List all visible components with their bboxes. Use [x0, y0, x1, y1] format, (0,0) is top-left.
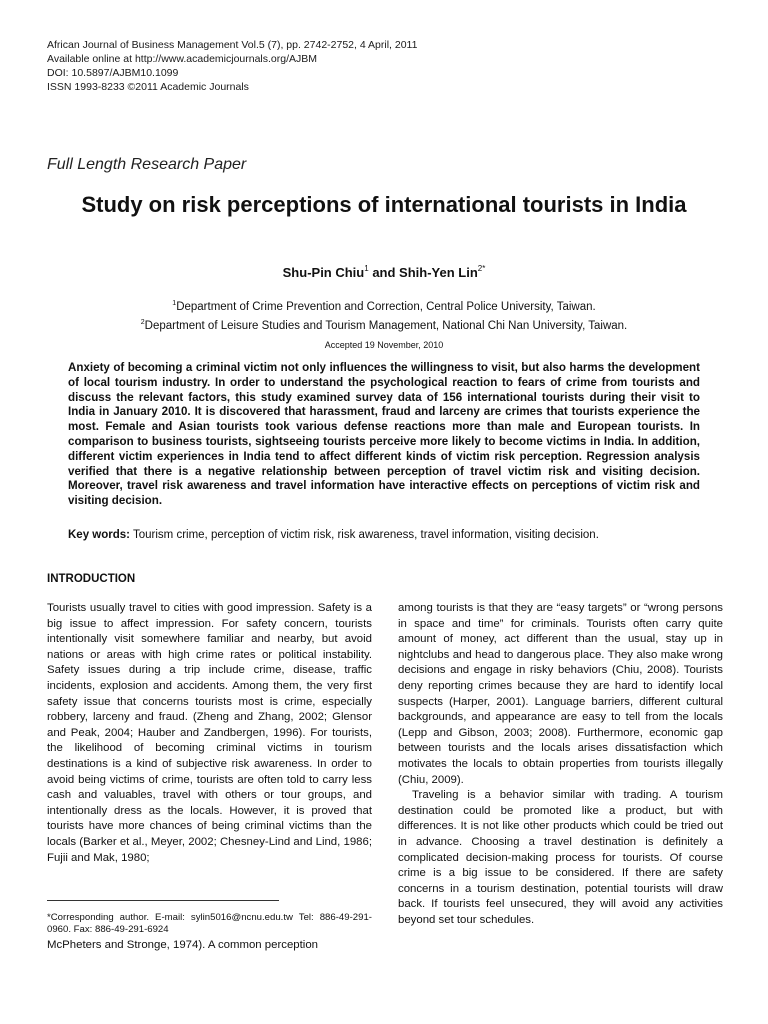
- affiliation-1: [0, 296, 768, 315]
- author-2-affil-mark: 2*: [477, 264, 486, 273]
- journal-doi: DOI: 10.5897/AJBM10.1099: [47, 67, 179, 79]
- keywords-label: Key words:: [68, 529, 130, 541]
- paper-type: Full Length Research Paper: [47, 156, 247, 173]
- intro-paragraph-2: among tourists is that they are “easy targets” or “wrong persons in space and time” for criminals. Tourists often carry quite amount of money, act different than the usual, stay up in nightclubs and head to dangerous place. They also make wrong decisions and engage in risky behaviors (Chiu, 2008). Tourists deny reporting crimes because they are hard to identify local suspects (Harper, 2001). Language barriers, different cultural backgrounds, and appearance are easy to tell from the locals (Lepp and Gibson, 2003; 2008). Furthermore, economic gap between tourists and the locals arises dissatisfaction which motivates the locals to obtain properties from tourists illegally (Chiu, 2009).: [398, 602, 723, 786]
- keywords-text: Tourism crime, perception of victim risk, risk awareness, travel information, visiting decision.: [130, 529, 599, 541]
- affiliation-1-text: Department of Crime Prevention and Correction, Central Police University, Taiwan.: [176, 301, 596, 313]
- introduction-heading: INTRODUCTION: [47, 573, 136, 585]
- footnote-divider: [47, 900, 279, 901]
- accepted-date: Accepted 19 November, 2010: [324, 340, 444, 350]
- intro-paragraph-1: Tourists usually travel to cities with good impression. Safety is a big issue to affect impression. For safety concern, tourists intentionally visit somewhere familiar and nearby, but avoid nations or areas with high crime rates or political instability. Safety issues during a trip include crime, disease, traffic incidents, explosion and accidents. Among them, the very first safety issue that concerns tourists most is crime, especially robbery, larceny and fraud. (Zheng and Zhang, 2002; Glensor and Peak, 2004; Hauber and Zandbergen, 1996). For tourists, the likelihood of becoming criminal victims in tourism destinations is a kind of subjective risk awareness. In order to avoid being victims of crime, tourists are often told to carry less cash and valuables, travel with others or tour groups, and intentionally dress as the locals. However, it is proved that tourists have more chances of being criminal victims than the locals (Barker et al., Meyer, 2002; Chesney-Lind and Lind, 1986; Fujii and Mak, 1980;: [47, 602, 372, 864]
- author-1-affil-mark: 1: [364, 264, 369, 273]
- right-column: [398, 601, 723, 928]
- left-column: [47, 601, 372, 866]
- journal-issn: ISSN 1993-8233 ©2011 Academic Journals: [47, 81, 249, 93]
- abstract: Anxiety of becoming a criminal victim not only influences the willingness to visit, but also harms the development of local tourism industry. In order to understand the psychological reaction to fears of crime from tourists and discuss the relevant factors, this study examined survey data of 156 international tourists during their visit to India in January 2010. It is discovered that harassment, fraud and larceny are crimes that tourists experience the most. Female and Asian tourists took various defense reactions more than male and European tourists. In comparison to business tourists, sightseeing tourists perceive more likely to become victims in India. In addition, different victim experiences in India tend to affect different kinds of victim risk perception. Regression analysis verified that there is a negative relationship between perception of travel victim risk and visiting decision. Moreover, travel risk awareness and travel information have interactive effects on perceptions of victim risk and visiting decision.: [68, 361, 700, 508]
- journal-url: Available online at http://www.academicjournals.org/AJBM: [47, 53, 318, 65]
- affiliation-2: [0, 315, 768, 334]
- left-column-continuation: McPheters and Stronge, 1974). A common perception: [47, 939, 318, 951]
- author-1: Shu-Pin Chiu: [282, 265, 365, 280]
- affiliation-2-mark: 2: [140, 319, 145, 326]
- affiliation-2-text: Department of Leisure Studies and Tourism Management, National Chi Nan University, Taiwan.: [144, 320, 628, 332]
- keywords: [68, 528, 708, 543]
- paper-title: Study on risk perceptions of international tourists in India: [81, 192, 687, 217]
- affiliation-1-mark: 1: [172, 300, 177, 307]
- journal-header: [47, 38, 417, 94]
- author-2: Shih-Yen Lin: [399, 265, 478, 280]
- authors: [0, 264, 768, 280]
- affiliations: [0, 296, 768, 334]
- intro-paragraph-3: Traveling is a behavior similar with trading. A tourism destination could be promoted like a product, but with differences. It is not like other products which could be tried out in advance. Choosing a travel destination is definitely a complicated decision-making process for tourists. Of course crime is a big issue to be considered. If there are safety concerns in a tourism destination, potential tourists will draw back. If tourists feel unsecured, they will avoid any activities beyond set tour schedules.: [398, 789, 723, 926]
- corresponding-author-footnote: *Corresponding author. E-mail: sylin5016@ncnu.edu.tw Tel: 886-49-291-0960. Fax: 886-49-291-6924: [47, 912, 372, 935]
- journal-citation: African Journal of Business Management Vol.5 (7), pp. 2742-2752, 4 April, 2011: [47, 39, 418, 51]
- author-joiner: and: [368, 265, 400, 280]
